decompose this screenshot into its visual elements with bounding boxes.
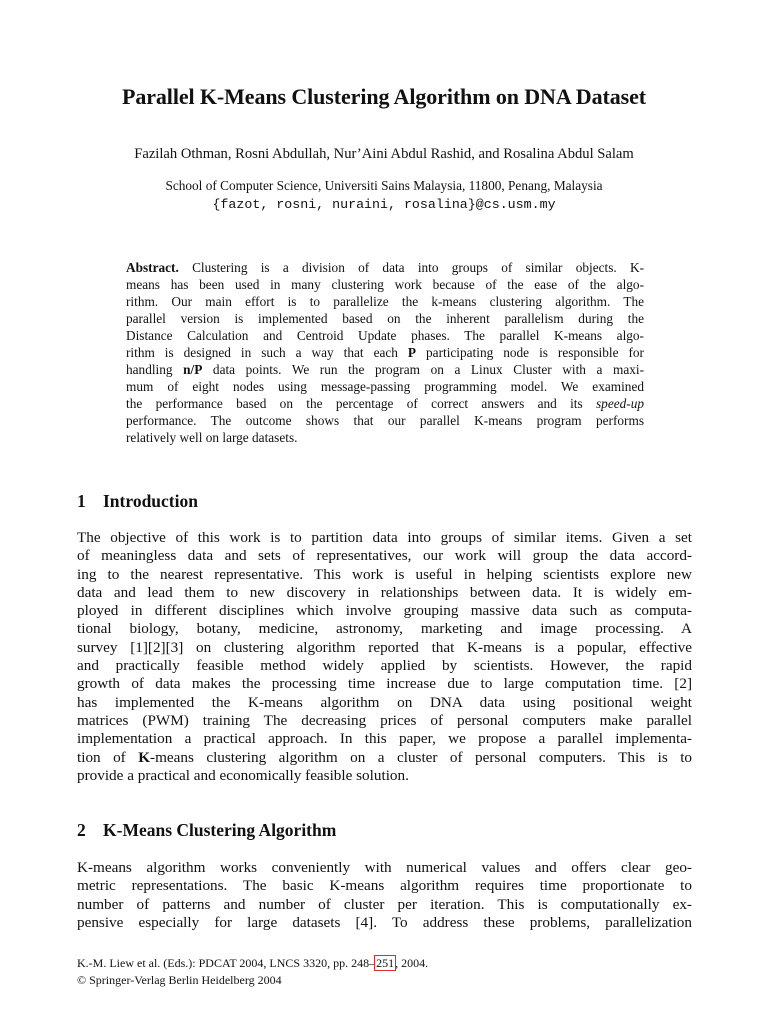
page-range-link[interactable]: 251 — [376, 956, 395, 970]
text-line — [126, 276, 644, 293]
text-line — [126, 378, 644, 395]
text-line — [77, 639, 692, 657]
text-line — [77, 675, 692, 693]
text-span: means has been used in many clustering work because of the ease of the algo- — [126, 277, 644, 292]
section-number: 1 — [77, 491, 86, 511]
text-span: K-means algorithm works conveniently with numerical values and offers clear geo- — [77, 859, 692, 876]
page-footer — [77, 955, 428, 989]
text-span: The objective of this work is to partition data into groups of similar items. Given a set — [77, 529, 692, 546]
text-line — [77, 584, 692, 602]
text-span: performance. The outcome shows that our parallel K-means program performs — [126, 413, 644, 428]
text-span: of meaningless data and sets of representatives, our work will group the data accord- — [77, 547, 692, 565]
author-emails: {fazot, rosni, nuraini, rosalina}@cs.usm.my — [212, 197, 556, 212]
section-heading-introduction — [77, 491, 198, 512]
text-line — [77, 914, 692, 932]
text-span: metric representations. The basic K-means algorithm requires time proportionate to — [77, 877, 692, 895]
text-span: tion of — [77, 748, 139, 766]
text-line — [126, 344, 644, 361]
text-line — [126, 361, 644, 378]
text-line — [77, 694, 692, 712]
text-span: survey [1][2][3] on clustering algorithm reported that K-means is a popular, effective — [77, 638, 692, 656]
text-line — [77, 657, 692, 675]
text-span: ployed in different disciplines which involve grouping massive data such as computa- — [77, 602, 692, 620]
bold-text: P — [407, 345, 417, 360]
text-span: Distance Calculation and Centroid Update phases. The parallel K-means algo- — [126, 328, 644, 343]
bold-text: Abstract. — [126, 260, 179, 275]
citation-line — [77, 955, 428, 972]
text-span: pensive especially for large datasets [4]. To address these problems, parallelization — [77, 913, 692, 931]
text-line — [77, 749, 692, 767]
text-line — [77, 620, 692, 638]
text-span: implementation a practical approach. In this paper, we propose a parallel implementa- — [77, 730, 692, 748]
text-span: parallel version is implemented based on the inherent parallelism during the — [126, 311, 644, 326]
text-line — [77, 896, 692, 914]
text-line — [77, 566, 692, 584]
text-span: has implemented the K-means algorithm on DNA data using positional weight — [77, 693, 692, 711]
text-line — [77, 529, 692, 547]
author-list: Fazilah Othman, Rosni Abdullah, Nur’Aini Abdul Rashid, and Rosalina Abdul Salam — [134, 146, 634, 162]
text-line — [126, 310, 644, 327]
text-line — [77, 859, 692, 877]
text-span: participating node is responsible for — [416, 345, 644, 360]
text-line — [126, 259, 644, 276]
text-line — [126, 327, 644, 344]
text-line — [77, 767, 692, 785]
text-span: growth of data makes the processing time increase due to large computation time. [2] — [77, 675, 692, 693]
text-line — [77, 877, 692, 895]
text-span: -means clustering algorithm on a cluster of personal computers. This is to — [150, 748, 693, 766]
section-number: 2 — [77, 820, 86, 840]
copyright-line: © Springer-Verlag Berlin Heidelberg 2004 — [77, 973, 282, 987]
bold-text: K — [138, 748, 151, 766]
text-line — [77, 602, 692, 620]
section-title: K-Means Clustering Algorithm — [103, 820, 337, 840]
section-heading-kmeans — [77, 820, 336, 841]
text-line — [126, 293, 644, 310]
bold-text: n/P — [183, 362, 203, 377]
section-body-kmeans — [77, 859, 692, 932]
text-span: relatively well on large datasets. — [126, 430, 298, 445]
text-span: provide a practical and economically feasible solution. — [77, 766, 409, 784]
text-span: data and lead them to new discovery in relationships between data. It is widely em- — [77, 583, 692, 601]
text-line — [126, 395, 644, 412]
section-title: Introduction — [103, 491, 198, 511]
text-span: rithm. Our main effort is to parallelize the k-means clustering algorithm. The — [126, 294, 644, 309]
text-line — [126, 412, 644, 429]
text-span: mum of eight nodes using message-passing programming model. We examined — [126, 379, 644, 394]
text-line — [126, 429, 644, 446]
affiliation: School of Computer Science, Universiti Sains Malaysia, 11800, Penang, Malaysia — [165, 178, 603, 193]
text-span: and practically feasible method widely applied by scientists. However, the rapid — [77, 657, 692, 675]
text-span: ing to the nearest representative. This work is useful in helping scientists explore new — [77, 565, 692, 583]
text-span: the performance based on the percentage of correct answers and its — [126, 396, 596, 411]
text-span: matrices (PWM) training The decreasing prices of personal computers make parallel — [77, 711, 692, 729]
citation-text: K.-M. Liew et al. (Eds.): PDCAT 2004, LNCS 3320, pp. 248– — [77, 956, 376, 970]
section-body-introduction — [77, 529, 692, 785]
text-line — [77, 730, 692, 748]
abstract — [126, 259, 644, 446]
text-span: number of patterns and number of cluster per iteration. This is computationally ex- — [77, 895, 692, 913]
text-span: rithm is designed in such a way that each — [126, 345, 408, 360]
text-line — [77, 547, 692, 565]
italic-text: speed-up — [596, 396, 644, 411]
citation-year: , 2004. — [395, 956, 429, 970]
paper-title: Parallel K-Means Clustering Algorithm on DNA Dataset — [122, 84, 646, 109]
text-span: tional biology, botany, medicine, astronomy, marketing and image processing. A — [77, 620, 692, 638]
text-span: handling — [126, 362, 184, 377]
text-span: Clustering is a division of data into groups of similar objects. K- — [178, 260, 644, 275]
text-span: data points. We run the program on a Linux Cluster with a maxi- — [202, 362, 644, 377]
text-line — [77, 712, 692, 730]
